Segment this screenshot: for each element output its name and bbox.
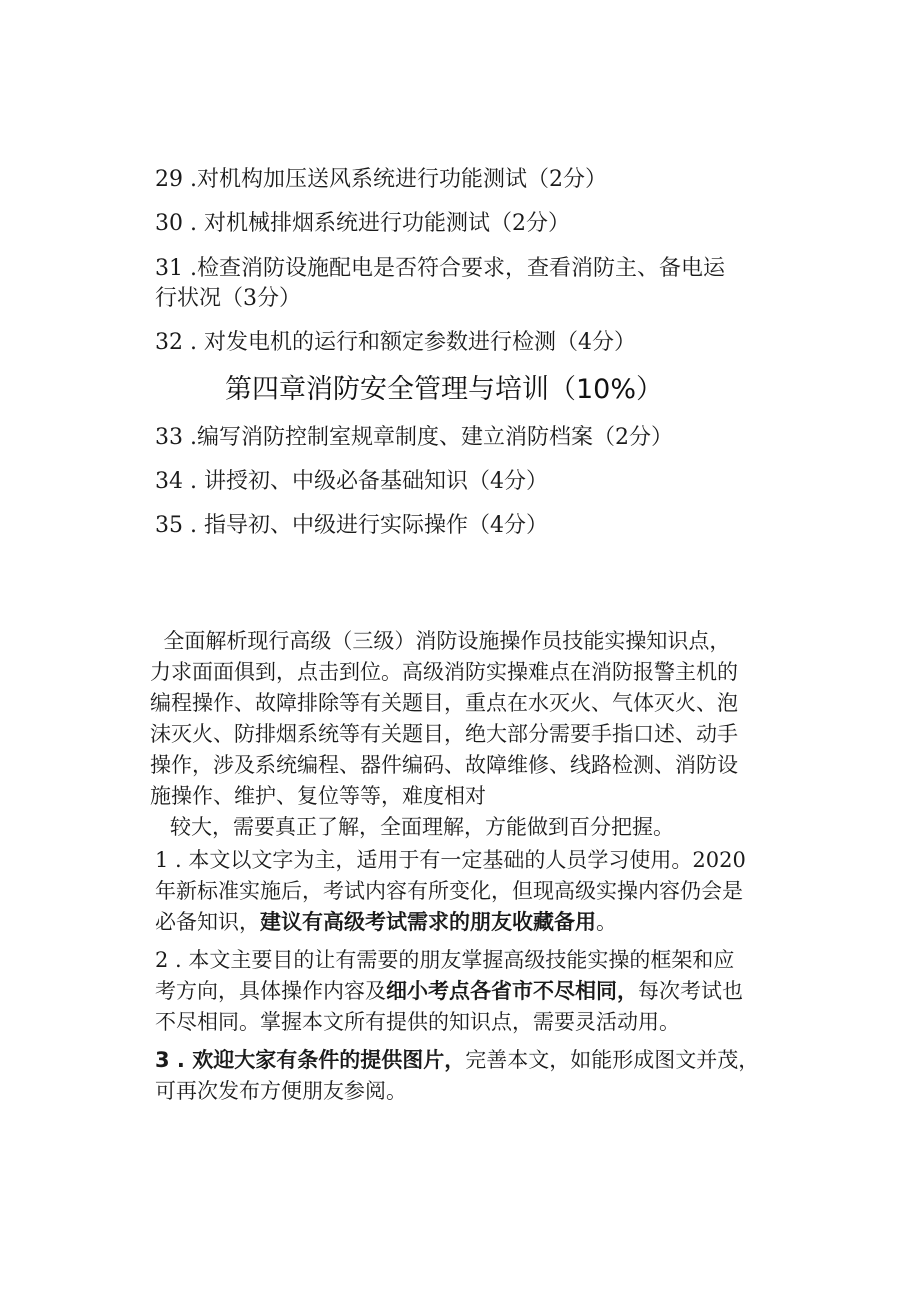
note-2-text: 考方向，具体操作内容及 (155, 979, 386, 1003)
item-33: 33 .编写消防控制室规章制度、建立消防档案（2分） (155, 425, 673, 450)
intro-line: 较大，需要真正了解，全面理解，方能做到百分把握。 (150, 815, 675, 839)
intro-line: 全面解析现行高级（三级）消防设施操作员技能实操知识点， (150, 629, 731, 653)
note-1-line3 (155, 907, 795, 938)
item-31 (155, 254, 725, 314)
item-35: 35 . 指导初、中级进行实际操作（4分） (155, 513, 548, 538)
intro-line: 力求面面俱到，点击到位。高级消防实操难点在消防报警主机的 (150, 660, 738, 684)
intro-line: 编程操作、故障排除等有关题目，重点在水灭火、气体灭火、泡 (150, 691, 738, 715)
intro-line: 操作，涉及系统编程、器件编码、故障维修、线路检测、消防设 (150, 753, 738, 777)
note-2-end: 每次考试也 (638, 979, 743, 1003)
note-1-line1: 1 . 本文以文字为主，适用于有一定基础的人员学习使用。2020 (155, 848, 746, 872)
note-3-text: 完善本文，如能形成图文并茂， (465, 1048, 760, 1072)
note-2 (155, 945, 795, 1038)
note-2-line1: 2 . 本文主要目的让有需要的朋友掌握高级技能实操的框架和应 (155, 948, 735, 972)
note-3 (155, 1045, 795, 1107)
note-3-emphasis: 3 . 欢迎大家有条件的提供图片， (155, 1048, 466, 1072)
intro-line: 沫灭火、防排烟系统等有关题目，绝大部分需要手指口述、动手 (150, 722, 738, 746)
note-1-emphasis: 建议有高级考试需求的朋友收藏备用 (260, 910, 596, 934)
intro-line: 施操作、维护、复位等等，难度相对 (150, 784, 486, 808)
item-29: 29 .对机构加压送风系统进行功能测试（2分） (155, 167, 607, 192)
note-2-line3: 不尽相同。掌握本文所有提供的知识点，需要灵活动用。 (155, 1010, 680, 1034)
note-2-emphasis: 细小考点各省市不尽相同， (386, 979, 638, 1003)
note-1 (155, 845, 795, 938)
note-2-line2 (155, 976, 795, 1007)
item-31-line2: 行状况（3分） (155, 286, 301, 311)
note-1-line2: 年新标准实施后，考试内容有所变化，但现高级实操内容仍会是 (155, 879, 743, 903)
item-31-line1: 31 .检查消防设施配电是否符合要求，查看消防主、备电运 (155, 256, 725, 281)
note-3-line2: 可再次发布方便朋友参阅。 (155, 1079, 407, 1103)
chapter-heading: 第四章消防安全管理与培训（10%） (225, 374, 664, 405)
note-1-end: 。 (596, 910, 617, 934)
note-3-line1 (155, 1045, 795, 1076)
item-34: 34 . 讲授初、中级必备基础知识（4分） (155, 469, 548, 494)
intro-paragraph (150, 626, 780, 843)
note-1-text: 必备知识， (155, 910, 260, 934)
item-30: 30 . 对机械排烟系统进行功能测试（2分） (155, 211, 570, 236)
item-32: 32 . 对发电机的运行和额定参数进行检测（4分） (155, 330, 636, 355)
